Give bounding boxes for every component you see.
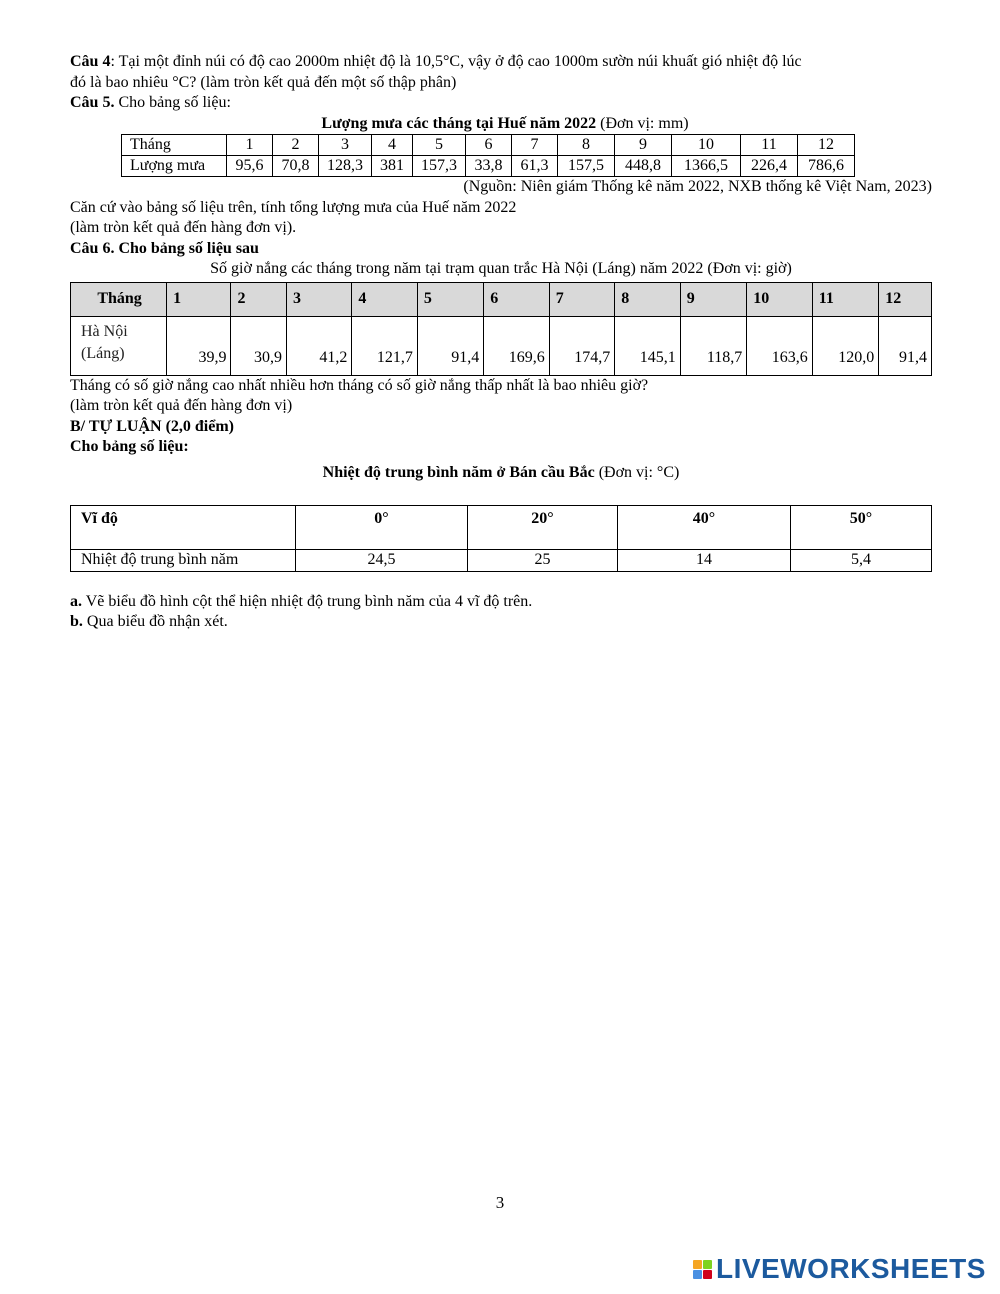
rainfall-month: 4: [372, 135, 413, 156]
temperature-header-row: [71, 506, 932, 550]
sunshine-value-row: [71, 316, 932, 375]
rainfall-table: [121, 134, 855, 177]
part-b-question-b: [70, 612, 932, 633]
rainfall-value: 33,8: [466, 156, 512, 177]
temperature-latitude: 50°: [791, 506, 932, 550]
part-b-question-b-label: b.: [70, 613, 83, 630]
temperature-latitude: 0°: [296, 506, 468, 550]
logo-block: [693, 1270, 702, 1279]
question-4-text-line2: đó là bao nhiêu °C? (làm tròn kết quả đến một số thập phân): [70, 73, 457, 91]
sunshine-value: 30,9: [231, 316, 287, 375]
rainfall-month: 5: [413, 135, 466, 156]
rainfall-value: 61,3: [512, 156, 558, 177]
sunshine-header-label: Tháng: [71, 282, 167, 316]
page-number: 3: [495, 1193, 505, 1212]
rainfall-month: 3: [319, 135, 372, 156]
logo-block: [703, 1260, 712, 1269]
rainfall-value: 157,5: [558, 156, 615, 177]
rainfall-header-row: [122, 135, 855, 156]
rainfall-value-row: [122, 156, 855, 177]
sunshine-table-title: Số giờ nắng các tháng trong năm tại trạm quan trắc Hà Nội (Láng) năm 2022 (Đơn vị: giờ): [210, 260, 792, 277]
rainfall-month: 1: [227, 135, 273, 156]
sunshine-month: 7: [549, 282, 615, 316]
temperature-value: 14: [618, 550, 791, 572]
temperature-table-unit: (Đơn vị: °C): [594, 463, 680, 481]
temperature-table-title: Nhiệt độ trung bình năm ở Bán cầu Bắc: [322, 463, 595, 481]
rainfall-value: 226,4: [741, 156, 798, 177]
sunshine-month: 3: [287, 282, 352, 316]
question-4-text: : Tại một đỉnh núi có độ cao 2000m nhiệt độ là 10,5°C, vậy ở độ cao 1000m sườn núi khuất gió nhiệt độ lúc: [110, 53, 802, 70]
rainfall-value: 128,3: [319, 156, 372, 177]
part-b-question-b-text: Qua biểu đồ nhận xét.: [82, 613, 228, 630]
question-5-label: Câu 5.: [70, 94, 115, 111]
sunshine-month: 4: [352, 282, 418, 316]
temperature-value: 25: [468, 550, 618, 572]
part-b-title: [70, 417, 932, 438]
liveworksheets-logo-text: LIVEWORKSHEETS: [716, 1253, 986, 1284]
part-b-question-a-label: a.: [70, 592, 82, 610]
sunshine-table: [70, 282, 932, 376]
sunshine-value: 118,7: [680, 316, 746, 375]
sunshine-month: 10: [747, 282, 813, 316]
rainfall-month: 9: [615, 135, 672, 156]
sunshine-month: 11: [812, 282, 879, 316]
temperature-table-caption: [70, 463, 932, 484]
sunshine-value: 91,4: [417, 316, 483, 375]
temperature-header-label: Vĩ độ: [71, 506, 296, 550]
sunshine-month: 6: [484, 282, 550, 316]
sunshine-month: 12: [879, 282, 932, 316]
sunshine-month: 5: [417, 282, 483, 316]
liveworksheets-logo-icon: [693, 1260, 712, 1279]
sunshine-month: 9: [680, 282, 746, 316]
temperature-latitude: 20°: [468, 506, 618, 550]
question-5-rounding: (làm tròn kết quả đến hàng đơn vị).: [70, 219, 297, 236]
rainfall-table-unit: (Đơn vị: mm): [596, 114, 689, 132]
rainfall-value: 157,3: [413, 156, 466, 177]
temperature-row-label: Nhiệt độ trung bình năm: [71, 550, 296, 572]
worksheet-page: [70, 52, 932, 633]
part-b-title-text: B/ TỰ LUẬN (2,0 điểm): [70, 417, 234, 435]
sunshine-row-label-line1: Hà Nội: [81, 322, 128, 340]
sunshine-row-label: [71, 316, 167, 375]
sunshine-value: 39,9: [167, 316, 231, 375]
question-6-label-text: Câu 6. Cho bảng số liệu sau: [70, 239, 259, 257]
rainfall-value: 95,6: [227, 156, 273, 177]
question-4: [70, 52, 932, 73]
question-6-label: [70, 239, 932, 260]
question-5-prompt: Căn cứ vào bảng số liệu trên, tính tổng lượng mưa của Huế năm 2022: [70, 198, 517, 216]
rainfall-value: 1366,5: [672, 156, 741, 177]
logo-block: [703, 1270, 712, 1279]
question-6-prompt: Tháng có số giờ nắng cao nhất nhiều hơn tháng có số giờ nắng thấp nhất là bao nhiêu giờ?: [70, 376, 649, 394]
rainfall-month: 8: [558, 135, 615, 156]
sunshine-value: 41,2: [287, 316, 352, 375]
rainfall-month: 6: [466, 135, 512, 156]
temperature-value: 24,5: [296, 550, 468, 572]
sunshine-header-row: [71, 282, 932, 316]
temperature-latitude: 40°: [618, 506, 791, 550]
part-b-question-a: [70, 592, 932, 613]
rainfall-month: 7: [512, 135, 558, 156]
part-b-intro: [70, 437, 932, 458]
sunshine-month: 1: [167, 282, 231, 316]
rainfall-header-label: Tháng: [122, 135, 227, 156]
question-5: [70, 93, 932, 114]
rainfall-month: 10: [672, 135, 741, 156]
question-6-rounding: (làm tròn kết quả đến hàng đơn vị): [70, 397, 293, 414]
rainfall-table-title: Lượng mưa các tháng tại Huế năm 2022: [321, 114, 597, 132]
sunshine-value: 120,0: [812, 316, 879, 375]
sunshine-month: 8: [615, 282, 681, 316]
question-5-text: Cho bảng số liệu:: [114, 94, 231, 111]
sunshine-value: 169,6: [484, 316, 550, 375]
rainfall-source: (Nguồn: Niên giám Thống kê năm 2022, NXB thống kê Việt Nam, 2023): [463, 178, 932, 195]
sunshine-value: 145,1: [615, 316, 681, 375]
rainfall-value: 786,6: [798, 156, 855, 177]
liveworksheets-logo[interactable]: [693, 1252, 986, 1286]
logo-block: [693, 1260, 702, 1269]
sunshine-value: 91,4: [879, 316, 932, 375]
rainfall-table-caption: [70, 114, 932, 135]
rainfall-value: 70,8: [273, 156, 319, 177]
part-b-intro-text: Cho bảng số liệu:: [70, 438, 189, 455]
sunshine-row-label-line2: (Láng): [81, 344, 125, 362]
temperature-value: 5,4: [791, 550, 932, 572]
temperature-value-row: [71, 550, 932, 572]
temperature-table: [70, 505, 932, 572]
sunshine-month: 2: [231, 282, 287, 316]
rainfall-row-label: Lượng mưa: [122, 156, 227, 177]
rainfall-value: 448,8: [615, 156, 672, 177]
rainfall-month: 2: [273, 135, 319, 156]
sunshine-value: 174,7: [549, 316, 615, 375]
question-4-label: Câu 4: [70, 53, 111, 70]
part-b-question-a-text: Vẽ biểu đồ hình cột thể hiện nhiệt độ trung bình năm của 4 vĩ độ trên.: [82, 592, 533, 610]
rainfall-value: 381: [372, 156, 413, 177]
rainfall-month: 11: [741, 135, 798, 156]
sunshine-value: 121,7: [352, 316, 418, 375]
sunshine-value: 163,6: [747, 316, 813, 375]
rainfall-month: 12: [798, 135, 855, 156]
